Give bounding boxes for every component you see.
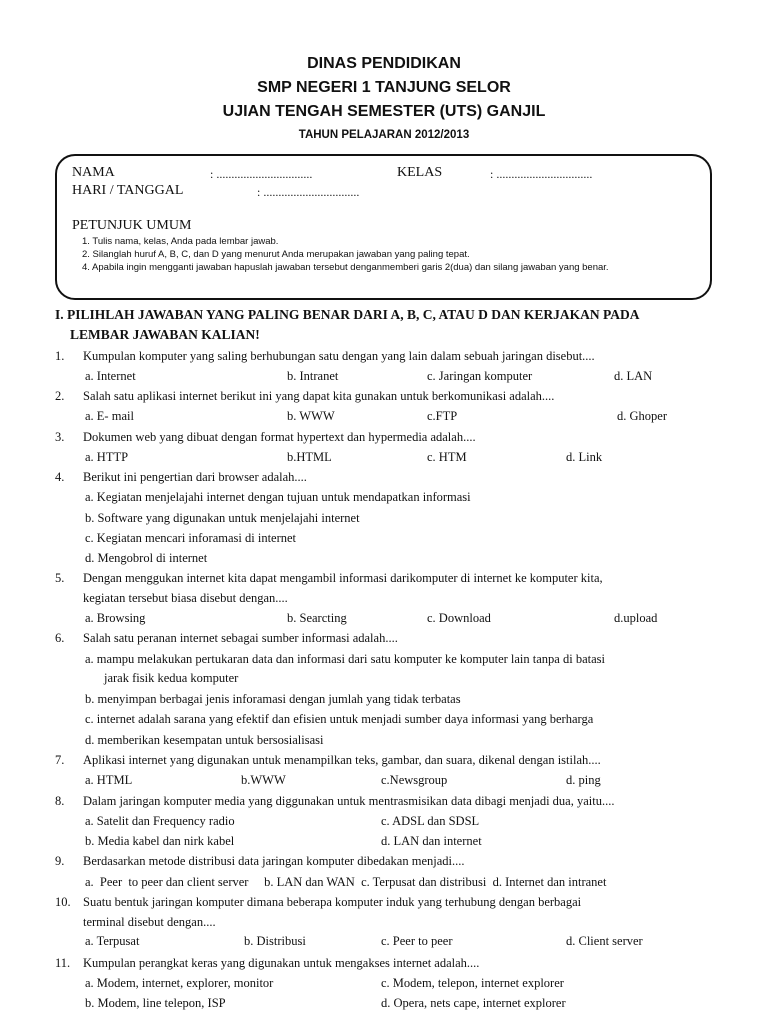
question-text: Kumpulan perangkat keras yang digunakan untuk mengakses internet adalah.... [83, 956, 480, 970]
nama-label: NAMA [72, 165, 115, 180]
question-number: 1. [55, 349, 65, 363]
option-c[interactable]: c.FTP [427, 409, 458, 423]
kelas-label: KELAS [397, 165, 443, 180]
hari-tanggal-dots[interactable]: : ................................ [257, 185, 360, 199]
option-d[interactable]: d. Link [566, 450, 603, 464]
option-b[interactable]: b. menyimpan berbagai jenis inforamasi dengan jumlah yang tidak terbatas [85, 692, 461, 706]
section-heading: I. PILIHLAH JAWABAN YANG PALING BENAR DARI A, B, C, ATAU D DAN KERJAKAN PADA [55, 307, 640, 322]
option-b[interactable]: b. WWW [287, 409, 335, 423]
question-text: Salah satu aplikasi internet berikut ini yang dapat kita gunakan untuk berkomunikasi adalah.... [83, 389, 555, 403]
question-number: 9. [55, 854, 65, 868]
question-number: 8. [55, 794, 65, 808]
question-text: Dokumen web yang dibuat dengan format hypertext dan hypermedia adalah.... [83, 430, 476, 444]
question-text: Berdasarkan metode distribusi data jaringan komputer dibedakan menjadi.... [83, 854, 465, 868]
option-d[interactable]: d. LAN dan internet [381, 834, 482, 848]
question-text: Dalam jaringan komputer media yang diggunakan untuk mentrasmisikan data dibagi menjadi dua, yaitu.... [83, 794, 615, 808]
option-d[interactable]: d.upload [614, 611, 658, 625]
option-d[interactable]: d. ping [566, 773, 601, 787]
header-line-1: DINAS PENDIDIKAN [307, 55, 461, 72]
option-d[interactable]: d. Client server [566, 934, 643, 948]
option-d[interactable]: d. Opera, nets cape, internet explorer [381, 996, 566, 1010]
option-b[interactable]: b. Distribusi [244, 934, 306, 948]
question-text: Kumpulan komputer yang saling berhubungan satu dengan yang lain dalam sebuah jaringan disebut.... [83, 349, 595, 363]
option-b[interactable]: b. Intranet [287, 369, 339, 383]
option-b[interactable]: b.HTML [287, 450, 332, 464]
option-a[interactable]: a. Terpusat [85, 934, 140, 948]
kelas-dots[interactable]: : ................................ [490, 167, 593, 181]
nama-dots[interactable]: : ................................ [210, 167, 313, 181]
option-a[interactable]: a. Internet [85, 369, 136, 383]
question-number: 2. [55, 389, 65, 403]
question-text: Dengan menggukan internet kita dapat mengambil informasi darikomputer di internet ke komputer kita, [83, 571, 603, 585]
petunjuk-item: 2. Silanglah huruf A, B, C, dan D yang menurut Anda merupakan jawaban yang paling tepat. [82, 249, 470, 260]
hari-tanggal-label: HARI / TANGGAL [72, 183, 184, 198]
option-d[interactable]: d. LAN [614, 369, 653, 383]
option-a[interactable]: a. HTTP [85, 450, 129, 464]
header-line-2: SMP NEGERI 1 TANJUNG SELOR [257, 79, 511, 96]
petunjuk-title: PETUNJUK UMUM [72, 218, 192, 233]
question-text: Berikut ini pengertian dari browser adalah.... [83, 470, 307, 484]
option-c[interactable]: c. Modem, telepon, internet explorer [381, 976, 564, 990]
question-text: Suatu bentuk jaringan komputer dimana beberapa komputer induk yang terhubung dengan berbagai [83, 895, 582, 909]
petunjuk-item: 4. Apabila ingin mengganti jawaban hapuslah jawaban tersebut denganmemberi garis 2(dua) dan silang jawaban yang benar. [82, 262, 609, 273]
question-number: 4. [55, 470, 65, 484]
option-a[interactable]: a. Satelit dan Frequency radio [85, 814, 235, 828]
question-number: 5. [55, 571, 65, 585]
question-number: 10. [55, 895, 71, 909]
option-c[interactable]: c. Kegiatan mencari inforamasi di internet [85, 531, 297, 545]
header-line-4: TAHUN PELAJARAN 2012/2013 [298, 129, 470, 141]
header-line-3: UJIAN TENGAH SEMESTER (UTS) GANJIL [222, 103, 546, 120]
petunjuk-item: 1. Tulis nama, kelas, Anda pada lembar jawab. [82, 236, 279, 247]
options-row[interactable]: a. Peer to peer dan client server b. LAN dan WAN c. Terpusat dan distribusi d. Internet dan intranet [85, 875, 607, 889]
option-a[interactable]: a. Kegiatan menjelajahi internet dengan tujuan untuk mendapatkan informasi [85, 490, 471, 504]
question-text-cont: terminal disebut dengan.... [83, 915, 216, 929]
option-a-cont[interactable]: jarak fisik kedua komputer [104, 671, 239, 685]
option-c[interactable]: c.Newsgroup [381, 773, 448, 787]
question-text: Salah satu peranan internet sebagai sumber informasi adalah.... [83, 631, 398, 645]
option-d[interactable]: d. Ghoper [617, 409, 667, 423]
option-b[interactable]: b. Searcting [287, 611, 347, 625]
option-b[interactable]: b. Media kabel dan nirk kabel [85, 834, 235, 848]
option-a[interactable]: a. Modem, internet, explorer, monitor [85, 976, 274, 990]
option-a[interactable]: a. Browsing [85, 611, 146, 625]
option-b[interactable]: b.WWW [241, 773, 286, 787]
option-a[interactable]: a. mampu melakukan pertukaran data dan informasi dari satu komputer ke komputer lain tanpa di batasi [85, 652, 605, 666]
option-d[interactable]: d. Mengobrol di internet [85, 551, 208, 565]
question-text-cont: kegiatan tersebut biasa disebut dengan.... [83, 591, 288, 605]
option-c[interactable]: c. ADSL dan SDSL [381, 814, 480, 828]
option-a[interactable]: a. E- mail [85, 409, 134, 423]
option-c[interactable]: c. Peer to peer [381, 934, 453, 948]
option-c[interactable]: c. internet adalah sarana yang efektif dan efisien untuk menjadi sumber daya informasi yang berharga [85, 712, 594, 726]
option-c[interactable]: c. Download [427, 611, 491, 625]
question-number: 3. [55, 430, 65, 444]
question-number: 6. [55, 631, 65, 645]
option-c[interactable]: c. HTM [427, 450, 467, 464]
question-text: Aplikasi internet yang digunakan untuk menampilkan teks, gambar, dan suara, dikenal dengan istilah.... [83, 753, 601, 767]
option-d[interactable]: d. memberikan kesempatan untuk bersosialisasi [85, 733, 324, 747]
option-a[interactable]: a. HTML [85, 773, 133, 787]
question-number: 11. [55, 956, 71, 970]
section-heading-2: LEMBAR JAWABAN KALIAN! [70, 327, 260, 342]
option-b[interactable]: b. Software yang digunakan untuk menjelajahi internet [85, 511, 360, 525]
question-number: 7. [55, 753, 65, 767]
option-b[interactable]: b. Modem, line telepon, ISP [85, 996, 226, 1010]
option-c[interactable]: c. Jaringan komputer [427, 369, 533, 383]
